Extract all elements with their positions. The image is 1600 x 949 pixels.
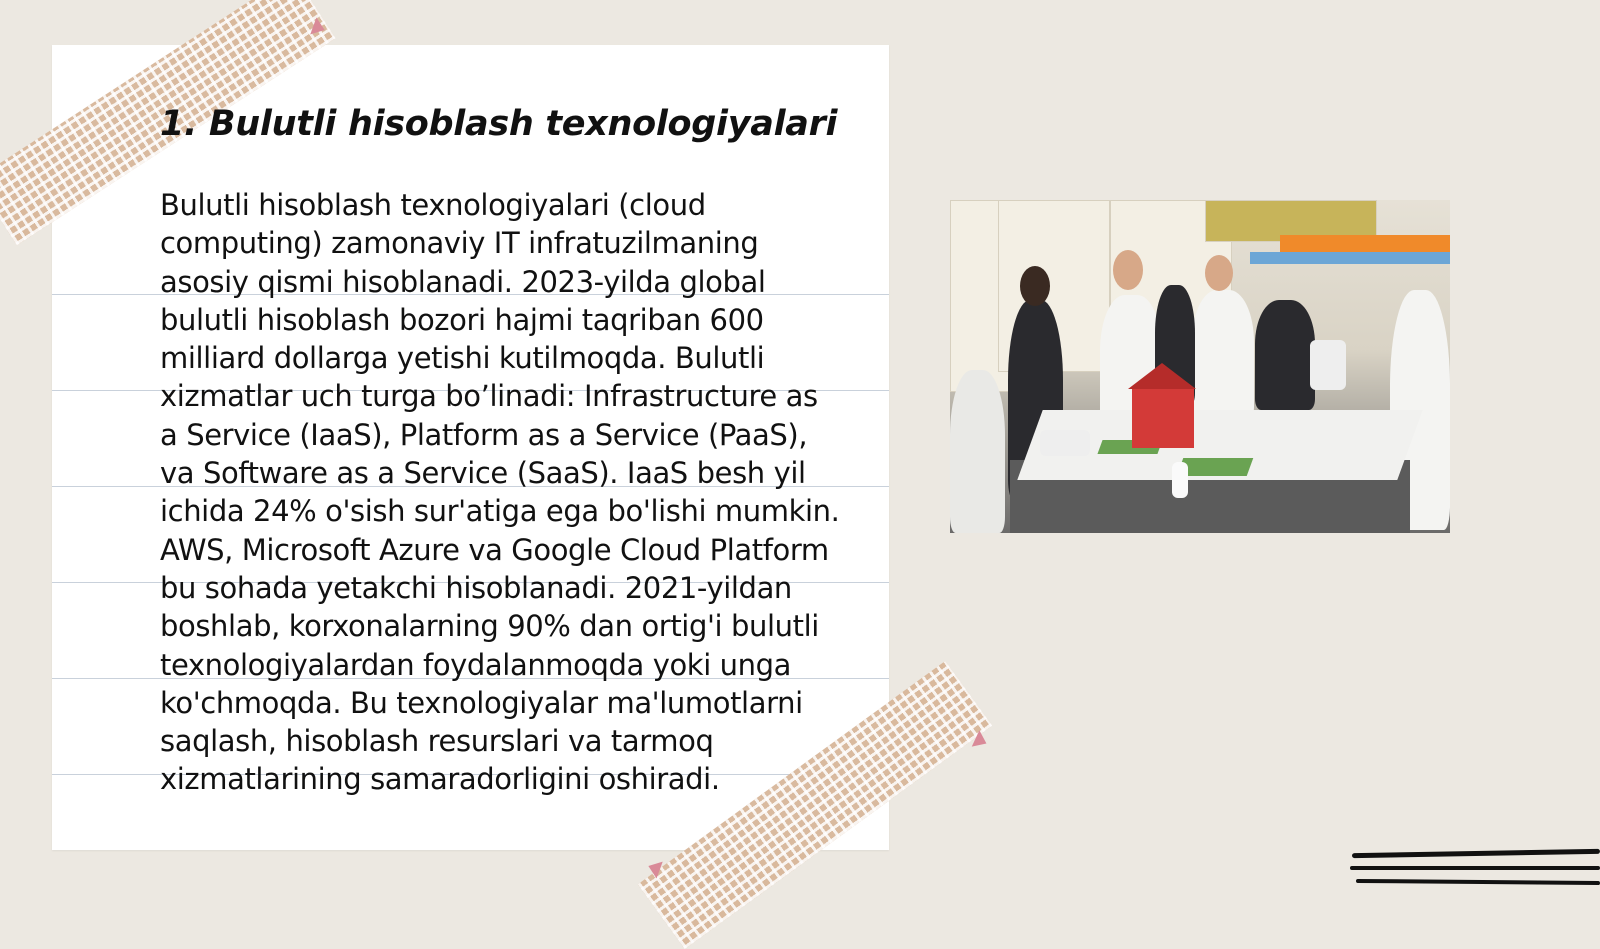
photo-model-house: [1132, 388, 1194, 448]
photo-person-head: [1113, 250, 1143, 290]
photo-model-roof: [1128, 363, 1196, 389]
photo-device: [1172, 462, 1188, 498]
photo-model-board: [1177, 458, 1254, 476]
photo-person: [950, 370, 1005, 533]
slide-body-text: Bulutli hisoblash texnologiyalari (cloud computing) zamonaviy IT infratuzilmaning asosiy qismi hisoblanadi. 2023-yilda global bulutli hisoblash bozori hajmi taqriban 600 milliard dollarga yetishi kutilmoqda. Bulutli xizmatlar uch turga bo’linadi: Infrastructure as a Service (IaaS), Platform as a Service (PaaS), va Software as a Service (SaaS). IaaS besh yil ichida 24% o'sish sur'atiga ega bo'lishi mumkin. AWS, Microsoft Azure va Google Cloud Platform bu sohada yetakchi hisoblanadi. 2021-yildan boshlab, korxonalarning 90% dan ortig'i bulutli texnologiyalardan foydalanmoqda yoki unga ko'chmoqda. Bu texnologiyalar ma'lumotlarni saqlash, hisoblash resurslari va tarmoq xizmatlarining samaradorligini oshiradi.: [160, 188, 840, 797]
photo-robot: [1310, 340, 1346, 390]
slide-title: 1. Bulutli hisoblash texnologiyalari: [160, 104, 838, 144]
decorative-stroke: [1352, 849, 1600, 858]
photo-device: [1040, 430, 1090, 456]
photo-person: [1255, 300, 1315, 410]
photo-banner-orange: [1280, 235, 1450, 253]
photo-person: [1192, 290, 1254, 420]
photo-person-head: [1020, 266, 1050, 306]
photo-banner-blue: [1250, 252, 1450, 264]
decorative-stroke: [1356, 879, 1600, 885]
exhibition-photo: [950, 200, 1450, 533]
decorative-stroke: [1350, 866, 1600, 870]
photo-person-head: [1205, 255, 1233, 291]
